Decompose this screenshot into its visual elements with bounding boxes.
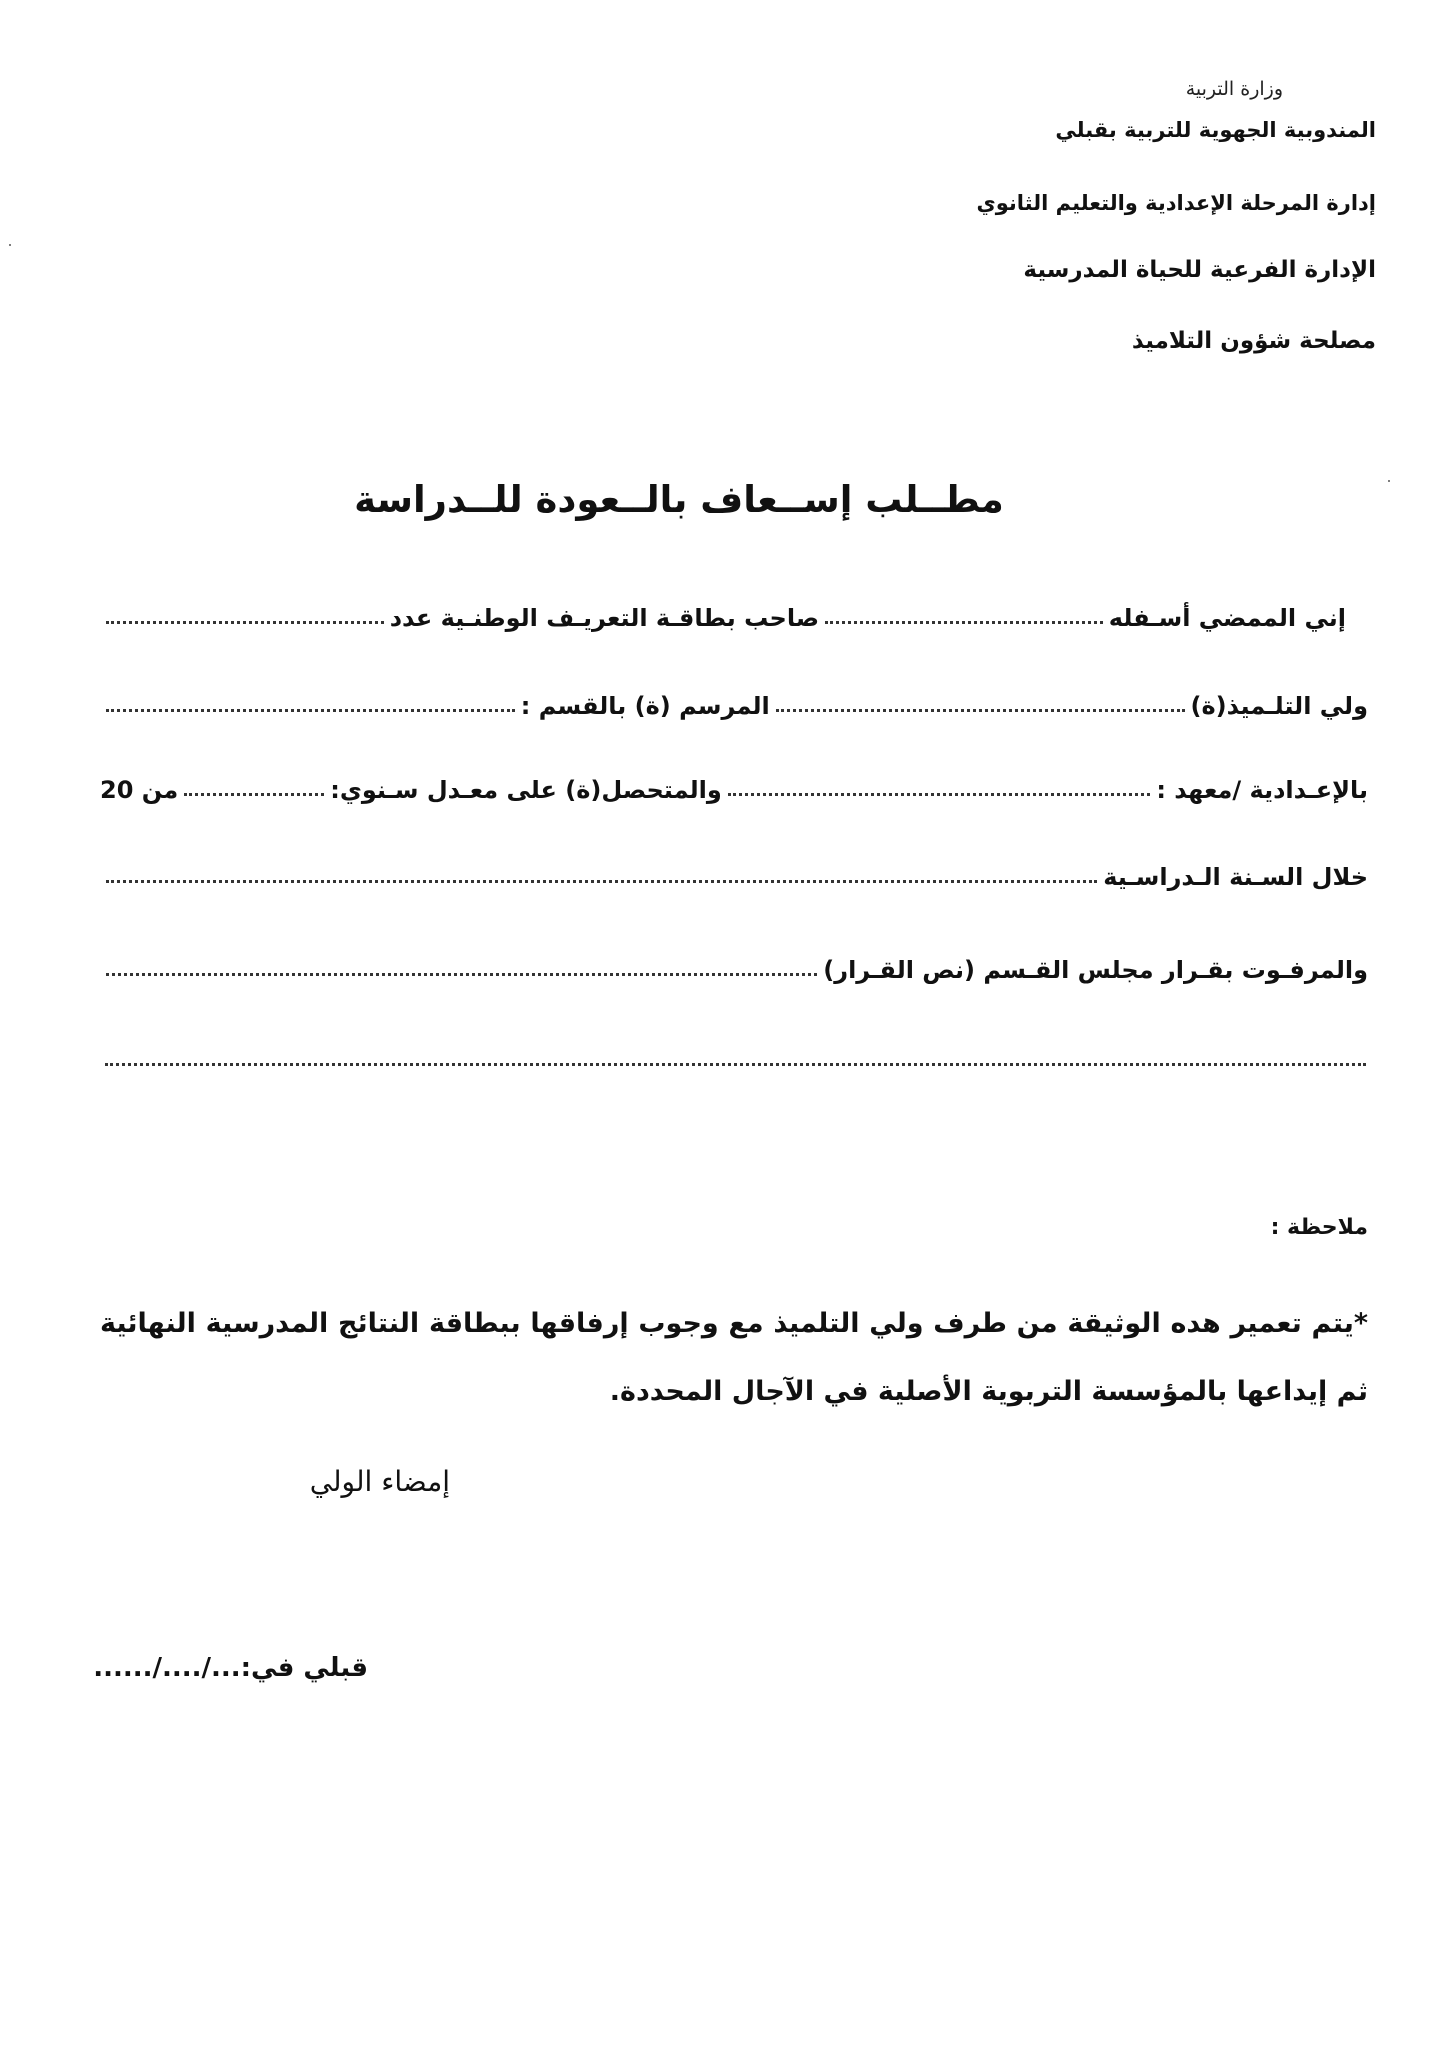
regional-office: المندوبية الجهوية للتربية بقبلي	[1055, 118, 1376, 142]
school-label: بالإعـدادية /معهد :	[1156, 776, 1368, 804]
form-line-decision	[100, 940, 1368, 984]
date-line: قبلي في:.../..../......	[93, 1653, 368, 1683]
class-label: المرسم (ة) بالقسم :	[520, 692, 770, 720]
directorate: إدارة المرحلة الإعدادية والتعليم الثانوي	[976, 191, 1376, 215]
signer-label: إني الممضي أسـفله	[1108, 604, 1346, 632]
average-scale: من 20	[100, 776, 179, 804]
form-line-year	[100, 847, 1368, 891]
form-line-signer	[100, 588, 1368, 632]
id-card-label: صاحب بطاقـة التعريـف الوطنـية عدد	[389, 604, 820, 632]
signer-name-field[interactable]	[825, 621, 1103, 624]
ministry-name: وزارة التربية	[1185, 78, 1283, 100]
average-field[interactable]	[184, 793, 324, 796]
sub-directorate: الإدارة الفرعية للحياة المدرسية	[1023, 257, 1376, 283]
school-field[interactable]	[728, 793, 1151, 796]
document-title: مطــلب إســعاف بالــعودة للــدراسة	[354, 478, 1004, 521]
school-year-field[interactable]	[106, 880, 1097, 883]
scan-speck	[1388, 480, 1390, 482]
form-line-school	[100, 760, 1368, 804]
student-name-field[interactable]	[776, 709, 1185, 712]
note-text: *يتم تعمير هده الوثيقة من طرف ولي التلميذ مع وجوب إرفاقها ببطاقة النتائج المدرسية النهائية ثم إيداعها بالمؤسسة التربوية الأصلية في الآجال المحددة.	[100, 1308, 1368, 1407]
class-field[interactable]	[106, 709, 515, 712]
service-name: مصلحة شؤون التلاميذ	[1131, 328, 1376, 354]
average-label: والمتحصل(ة) على معـدل سـنوي:	[330, 776, 722, 804]
decision-field[interactable]	[106, 973, 817, 976]
school-year-label: خلال السـنة الـدراسـية	[1103, 863, 1368, 891]
scan-speck	[9, 244, 11, 246]
guardian-label: ولي التلـميذ(ة)	[1190, 692, 1368, 720]
form-line-student	[100, 676, 1368, 720]
decision-label: والمرفـوت بقـرار مجلس القـسم (نص القـرار)	[823, 956, 1368, 984]
form-line-decision-continued	[105, 1022, 1366, 1066]
decision-field-continued[interactable]	[105, 1063, 1366, 1066]
note-label: ملاحظة :	[1270, 1215, 1368, 1240]
id-card-number-field[interactable]	[106, 621, 384, 624]
guardian-signature-label: إمضاء الولي	[309, 1465, 450, 1498]
